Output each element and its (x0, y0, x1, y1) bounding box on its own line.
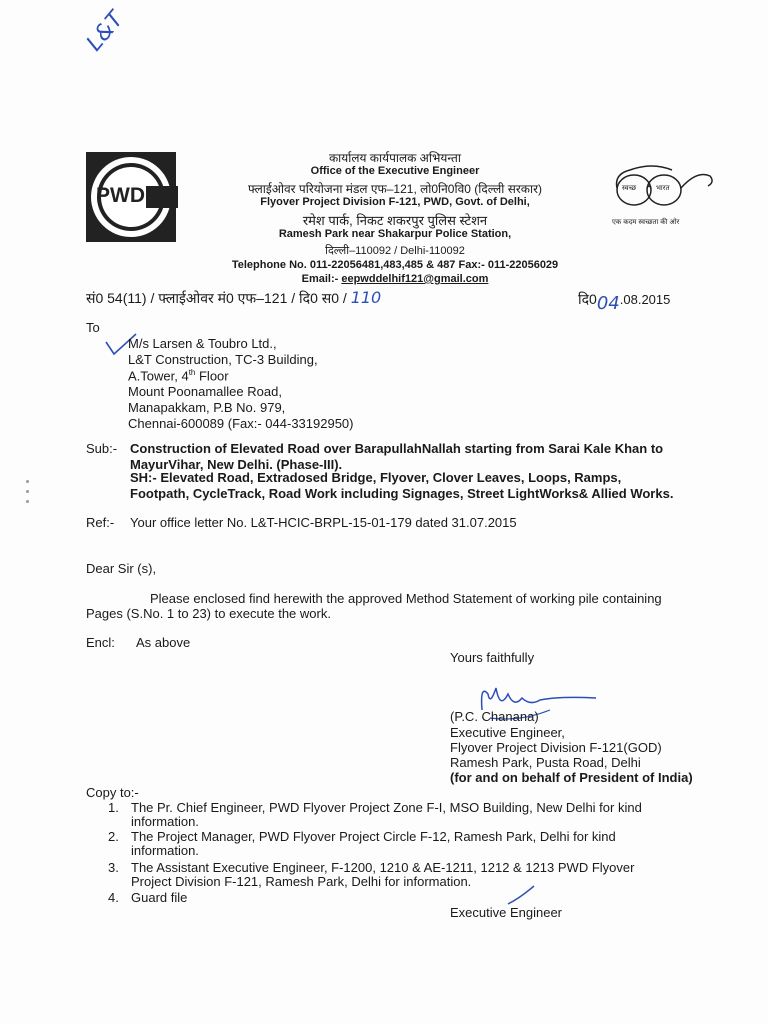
subject-label: Sub:- (86, 441, 118, 456)
copy-item-2-num: 2. (108, 829, 119, 844)
signatory-name: (P.C. Chanana) (450, 709, 539, 724)
emblem-word-left: स्वच्छ (622, 185, 637, 192)
copy-item-2-line-2: information. (131, 843, 199, 858)
date-suffix: .08.2015 (619, 292, 671, 307)
address-line-1: M/s Larsen & Toubro Ltd., (128, 336, 277, 351)
header-division-hindi: फ्लाईओवर परियोजना मंडल एफ–121, लो0नि0वि0 (दिल्ली सरकार) (248, 182, 542, 196)
ref-number-handwritten: 110 (350, 288, 382, 307)
salutation: Dear Sir (s), (86, 561, 157, 576)
copy-item-3-num: 3. (108, 860, 119, 875)
ref-text: Your office letter No. L&T-HCIC-BRPL-15-01-179 dated 31.07.2015 (130, 515, 517, 530)
to-label: To (86, 320, 100, 335)
signatory-division: Flyover Project Division F-121(GOD) (450, 740, 662, 755)
subject-line-1: Construction of Elevated Road over BarapullahNallah starting from Sarai Kale Khan to (130, 441, 664, 456)
punch-mark (26, 500, 29, 503)
ref-label: Ref:- (86, 515, 115, 530)
signatory-address: Ramesh Park, Pusta Road, Delhi (450, 755, 641, 770)
date-prefix: दि0 (578, 291, 597, 307)
copy-to-label: Copy to:- (86, 785, 139, 800)
email-label: Email:- (301, 273, 342, 285)
letter-ref-number (86, 288, 381, 308)
encl-label: Encl: (86, 635, 115, 650)
closing: Yours faithfully (450, 650, 535, 665)
footer-signature-title: Executive Engineer (450, 905, 563, 920)
copy-item-4-num: 4. (108, 890, 119, 905)
body-line-1: Please enclosed find herewith the approved Method Statement of working pile containing (150, 591, 662, 606)
subject-line-4: Footpath, CycleTrack, Road Work including Signages, Street LightWorks& Allied Works. (130, 486, 674, 501)
body-line-2: Pages (S.No. 1 to 23) to execute the work. (86, 606, 331, 621)
initials-stroke (506, 884, 536, 906)
copy-item-1-line-1: The Pr. Chief Engineer, PWD Flyover Project Zone F-I, MSO Building, New Delhi for kind (131, 800, 642, 815)
address-line-5: Manapakkam, P.B No. 979, (128, 400, 286, 415)
punch-mark (26, 480, 29, 483)
copy-item-3-line-1: The Assistant Executive Engineer, F-1200, 1210 & AE-1211, 1212 & 1213 PWD Flyover (131, 860, 635, 875)
copy-item-4-line-1: Guard file (131, 890, 188, 905)
encl-text: As above (136, 635, 191, 650)
emblem-word-right: भारत (656, 185, 670, 192)
copy-item-2-line-1: The Project Manager, PWD Flyover Project Circle F-12, Ramesh Park, Delhi for kind (131, 829, 616, 844)
letter-date (578, 288, 671, 314)
subject-line-3: SH:- Elevated Road, Extradosed Bridge, Flyover, Clover Leaves, Loops, Ramps, (130, 470, 622, 485)
pwd-logo (84, 150, 178, 244)
punch-mark (26, 490, 29, 493)
header-address-hindi: रमेश पार्क, निकट शकरपुर पुलिस स्टेशन (302, 213, 488, 228)
address-line-3: A.Tower, 4th Floor (128, 368, 229, 384)
address-line-4: Mount Poonamallee Road, (128, 384, 282, 399)
emblem-tagline: एक कदम स्वच्छता की ओर (612, 219, 680, 226)
copy-item-1-line-2: information. (131, 814, 199, 829)
address-line-6: Chennai-600089 (Fax:- 044-33192950) (128, 416, 354, 431)
subject-line-2: MayurVihar, New Delhi. (Phase-III). (130, 457, 343, 472)
header-division: Flyover Project Division F-121, PWD, Govt. of Delhi, (260, 196, 530, 208)
handwritten-lt: L&T (82, 7, 129, 57)
pwd-logo-text: PWD (96, 184, 145, 207)
address-line-2: L&T Construction, TC-3 Building, (128, 352, 318, 367)
date-handwritten-day: 04 (596, 293, 620, 314)
signatory-behalf: (for and on behalf of President of India) (450, 770, 693, 785)
header-office-hindi: कार्यालय कार्यपालक अभियन्ता (328, 151, 462, 165)
header-address: Ramesh Park near Shakarpur Police Station, (278, 228, 512, 240)
header-telephone: Telephone No. 011-22056481,483,485 & 487 Fax:- 011-22056029 (231, 259, 559, 271)
signatory-title: Executive Engineer, (450, 725, 565, 740)
header-pincode: दिल्ली–110092 / Delhi-110092 (325, 245, 465, 257)
header-office: Office of the Executive Engineer (310, 165, 480, 177)
header-email-line (185, 273, 605, 285)
ref-number-printed: सं0 54(11) / फ्लाईओवर मं0 एफ–121 / दि0 स0 / (86, 290, 347, 306)
copy-item-3-line-2: Project Division F-121, Ramesh Park, Delhi for information. (131, 874, 472, 889)
email-address: eepwddelhif121@gmail.com (341, 273, 489, 285)
swachh-bharat-emblem (612, 160, 722, 240)
copy-item-1-num: 1. (108, 800, 119, 815)
